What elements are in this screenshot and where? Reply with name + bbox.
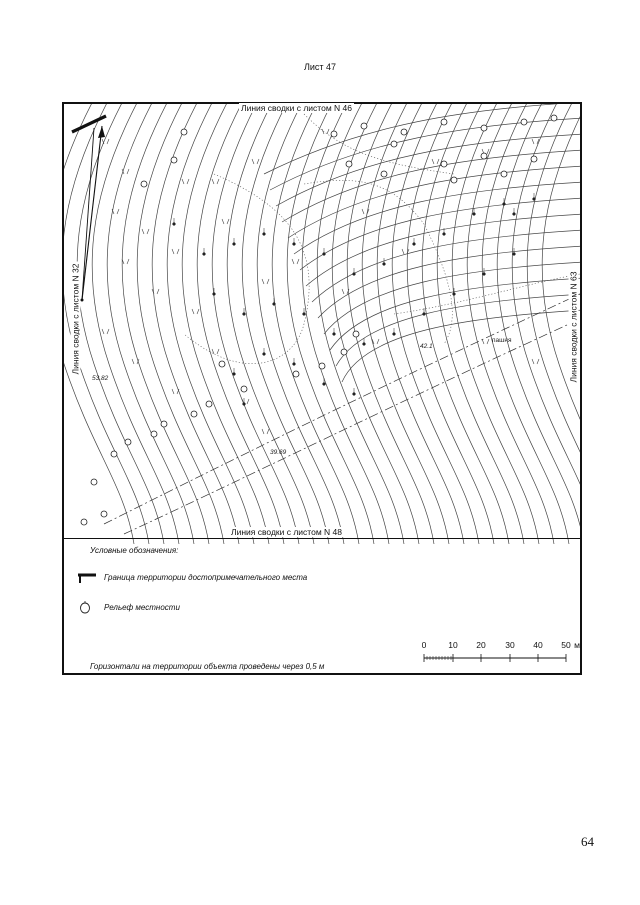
relief-marker	[181, 129, 187, 135]
join-line-left-label: Линия сводки с листом N 32	[70, 263, 81, 375]
spot-height-39-69: 39.69	[270, 449, 287, 456]
relief-marker	[219, 361, 225, 367]
relief-marker	[206, 401, 212, 407]
relief-marker	[346, 161, 352, 167]
relief-marker	[171, 157, 177, 163]
scale-unit: м	[574, 640, 580, 650]
relief-marker	[111, 451, 117, 457]
relief-marker	[391, 141, 397, 147]
scale-bar	[420, 640, 580, 670]
field-label-arable: пашня	[492, 337, 512, 344]
join-line-right-label: Линия сводки с листом N 63	[568, 271, 579, 383]
join-line-top-label: Линия сводки с листом N 46	[241, 103, 352, 113]
relief-marker	[151, 431, 157, 437]
join-line-bottom-label: Линия сводки с листом N 48	[231, 527, 342, 537]
relief-marker	[101, 511, 107, 517]
relief-marker	[441, 161, 447, 167]
relief-marker	[481, 153, 487, 159]
scale-label-30: 30	[505, 640, 515, 650]
relief-marker	[141, 181, 147, 187]
relief-marker	[241, 386, 247, 392]
legend-item-relief	[76, 600, 180, 614]
map-frame	[62, 102, 582, 675]
relief-marker	[361, 123, 367, 129]
relief-marker	[125, 439, 131, 445]
spot-height-53-82: 53.82	[92, 375, 109, 382]
legend-divider	[64, 538, 580, 539]
page-number: 64	[581, 834, 594, 849]
scale-label-50: 50	[561, 640, 571, 650]
legend-boundary-label: Граница территории достопримечательного места	[104, 572, 308, 582]
relief-marker	[81, 519, 87, 525]
scale-label-10: 10	[448, 640, 458, 650]
scale-ruler	[420, 652, 576, 664]
relief-marker	[451, 177, 457, 183]
relief-marker	[481, 125, 487, 131]
scale-label-0: 0	[421, 640, 427, 650]
boundary-symbol-icon	[76, 570, 98, 584]
relief-marker	[551, 115, 557, 121]
relief-marker	[353, 331, 359, 337]
relief-symbol-icon	[76, 600, 98, 614]
contour-interval-note: Горизонтали на территории объекта проведены через 0,5 м	[90, 662, 325, 671]
relief-marker	[331, 131, 337, 137]
relief-marker	[319, 363, 325, 369]
relief-marker	[161, 421, 167, 427]
relief-marker	[381, 171, 387, 177]
relief-marker	[401, 129, 407, 135]
relief-marker	[521, 119, 527, 125]
legend-heading: Условные обозначения:	[90, 546, 179, 555]
relief-marker	[191, 411, 197, 417]
spot-height-42-1: 42.1	[420, 343, 433, 350]
relief-marker	[441, 119, 447, 125]
legend-relief-label: Рельеф местности	[104, 602, 180, 612]
scale-label-40: 40	[533, 640, 543, 650]
topographic-map[interactable]	[64, 104, 580, 673]
legend-item-boundary	[76, 570, 307, 584]
scale-label-20: 20	[476, 640, 486, 650]
relief-marker	[91, 479, 97, 485]
relief-marker	[531, 156, 537, 162]
relief-marker	[341, 349, 347, 355]
relief-marker	[293, 371, 299, 377]
relief-marker	[501, 171, 507, 177]
sheet-title: Лист 47	[303, 62, 337, 72]
